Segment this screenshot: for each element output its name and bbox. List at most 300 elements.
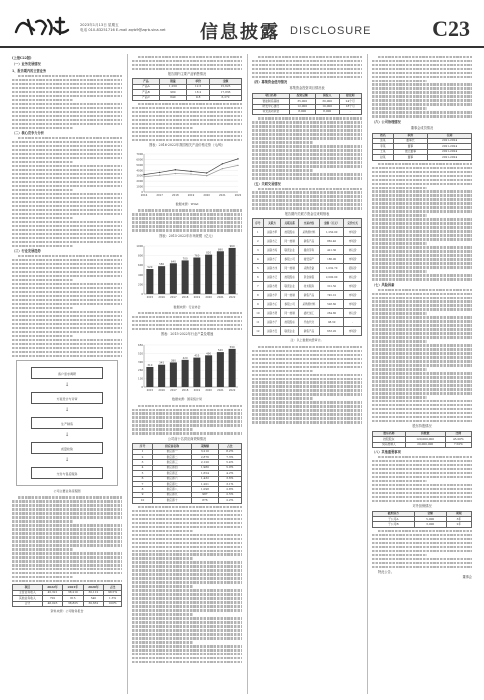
body-text	[372, 56, 472, 118]
table-cell: 产品B	[133, 90, 160, 95]
text-line	[12, 259, 122, 261]
table-cell: 98.30	[319, 318, 343, 327]
text-line	[12, 169, 122, 171]
tick-label: 2017	[156, 193, 163, 197]
table-cell: 市场价	[344, 228, 362, 237]
text-line	[372, 488, 472, 490]
text-line	[372, 254, 472, 256]
tick-label: 540	[217, 348, 223, 352]
text-line	[372, 376, 472, 378]
table-cell: 8	[253, 291, 264, 300]
table-cell: 6	[253, 273, 264, 282]
text-line	[18, 496, 122, 498]
table-cell: 35,000	[289, 99, 315, 104]
text-line	[12, 185, 122, 187]
table-cell: 协议价	[344, 246, 362, 255]
table-header: 关联方	[263, 219, 281, 228]
text-line	[132, 127, 193, 129]
text-line	[372, 107, 427, 109]
column-divider	[247, 54, 248, 694]
flow-step: 客户需求调研	[31, 367, 103, 379]
table-cell: 1,098	[192, 487, 218, 492]
table-cell: 关联方甲	[263, 228, 281, 237]
text-line	[372, 266, 472, 268]
table-cell: 关联方庚	[263, 282, 281, 291]
text-line	[372, 190, 472, 192]
text-line	[372, 492, 472, 494]
text-line	[12, 107, 122, 109]
table-body	[373, 437, 472, 448]
text-line	[252, 125, 362, 127]
bar	[182, 261, 189, 295]
table-title: 募集资金投资项目情况表	[289, 86, 325, 91]
text-line	[372, 464, 472, 466]
text-line	[12, 576, 73, 578]
text-line	[132, 320, 242, 322]
data-point	[206, 172, 207, 173]
text-line	[252, 72, 362, 74]
text-line	[132, 641, 193, 643]
table-cell: 同一控制	[281, 309, 299, 318]
data-point	[159, 174, 160, 175]
tick-label: 2021	[217, 388, 224, 392]
tick-label: 2020	[203, 193, 210, 197]
text-line	[12, 508, 122, 510]
table-body	[373, 517, 472, 528]
text-line	[372, 566, 472, 568]
arrow-down-icon: ↓	[64, 456, 70, 463]
text-line	[132, 613, 193, 615]
text-line	[132, 534, 242, 536]
text-line	[12, 127, 73, 129]
text-line	[12, 209, 122, 211]
text-line	[132, 569, 242, 571]
body-text	[12, 255, 122, 357]
text-line	[372, 60, 472, 62]
table-cell: 17,836	[210, 90, 242, 95]
tick-label: 400	[138, 273, 143, 277]
text-line	[252, 385, 362, 387]
table-cell: 30,112	[83, 590, 103, 595]
product-sales-table	[132, 78, 242, 101]
text-line	[12, 177, 122, 179]
text-line	[12, 221, 122, 223]
body-text	[132, 312, 242, 330]
text-line	[252, 157, 362, 159]
text-line	[132, 561, 242, 563]
data-point	[237, 158, 238, 159]
text-line	[12, 327, 122, 329]
tick-label: 2022	[228, 296, 236, 300]
text-line	[372, 372, 472, 374]
text-line	[132, 115, 242, 117]
arrow-down-icon: ↓	[64, 406, 70, 413]
table-cell: 补充流动资金	[253, 109, 290, 114]
text-line	[372, 356, 472, 358]
table-cell: 供应商八	[152, 487, 191, 492]
text-line	[258, 56, 362, 58]
text-line	[132, 424, 242, 426]
tick-label: 580	[159, 263, 165, 267]
chart-title: 图表：2016-2022年我国相关产品价格走势（元/吨）	[149, 143, 225, 148]
tick-label: 2016	[140, 193, 148, 197]
text-line	[12, 141, 122, 143]
text-line	[372, 238, 472, 240]
text-line	[378, 289, 472, 291]
bar	[182, 360, 189, 387]
tick-label: 2017	[170, 388, 177, 392]
text-line	[12, 197, 122, 199]
bar	[170, 362, 177, 387]
table-cell: 供应商五	[152, 471, 191, 476]
text-line	[378, 456, 472, 458]
tick-label: 2021	[219, 193, 226, 197]
text-line	[12, 229, 122, 231]
table-cell: 120,000,000	[405, 437, 445, 442]
table-cell: 联营企业	[281, 246, 299, 255]
text-line	[12, 560, 122, 562]
text-line	[252, 60, 362, 62]
text-line	[12, 95, 122, 97]
table-cell: 3	[253, 246, 264, 255]
text-line	[132, 420, 242, 422]
table-row	[253, 300, 362, 309]
text-line	[252, 173, 362, 175]
column-2	[132, 54, 242, 694]
text-line	[252, 191, 362, 193]
table-cell: 张某	[373, 138, 394, 143]
column-1	[12, 54, 122, 694]
text-line	[12, 157, 122, 159]
text-line	[372, 270, 427, 272]
table-header: 交易内容	[298, 219, 319, 228]
body-text	[132, 209, 242, 231]
text-line	[12, 189, 73, 191]
text-line	[252, 417, 362, 419]
data-point	[143, 174, 144, 175]
closing-text: 特此公告。	[378, 569, 394, 574]
table-row	[253, 327, 362, 336]
text-line	[372, 76, 472, 78]
bar	[193, 357, 200, 386]
bar	[158, 364, 165, 386]
tick-label: 2018	[181, 296, 189, 300]
table-cell: 关联方戊	[263, 264, 281, 273]
text-line	[372, 476, 472, 478]
text-line	[12, 83, 122, 85]
related-party-table	[252, 218, 362, 336]
tick-label: 960	[229, 245, 235, 249]
table-cell: 12.5	[187, 84, 210, 89]
text-line	[12, 161, 73, 163]
chart-caption: 数据来源：国家统计局	[171, 397, 202, 402]
table-header: 拟投入	[315, 93, 339, 98]
text-line	[372, 534, 472, 536]
table-cell: 4	[253, 255, 264, 264]
table-cell: 控股股东	[281, 228, 299, 237]
table-header: 定价方式	[344, 219, 362, 228]
text-line	[12, 87, 122, 89]
table-cell: -	[344, 318, 362, 327]
table-note: 资料来源：公司财务报告	[50, 609, 84, 614]
text-line	[372, 246, 472, 248]
table-cell: 1.5%	[104, 596, 122, 601]
text-line	[138, 56, 242, 58]
text-line	[372, 218, 472, 220]
text-line	[132, 585, 193, 587]
body-text	[372, 163, 472, 281]
table-cell: 6,272	[210, 95, 242, 100]
table-cell: 12	[253, 327, 264, 336]
table-title: 对外担保情况	[412, 504, 432, 509]
text-line	[372, 562, 472, 564]
table-row	[253, 291, 362, 300]
text-line	[138, 312, 242, 314]
revenue-table	[12, 584, 122, 607]
text-line	[12, 205, 122, 207]
table-cell: 2,120	[192, 460, 218, 465]
text-line	[372, 297, 472, 299]
table-cell: 702	[42, 596, 62, 601]
table-body	[13, 590, 122, 606]
tick-label: 2017	[170, 296, 177, 300]
text-line	[372, 500, 472, 502]
text-line	[12, 213, 122, 215]
text-line	[252, 370, 313, 372]
text-line	[12, 201, 122, 203]
text-line	[372, 472, 472, 474]
table-cell: 技术服务	[298, 282, 319, 291]
text-line	[132, 538, 242, 540]
tick-label: 260	[138, 368, 143, 372]
tick-label: 600	[138, 264, 143, 268]
section-heading: （八）其他重要事项	[372, 450, 401, 455]
text-line	[372, 392, 472, 394]
text-line	[12, 512, 122, 514]
table-cell: 资金拆借	[298, 273, 319, 282]
table-cell: 关联方癸	[263, 309, 281, 318]
table-note: 注：以上数据未经审计。	[290, 338, 324, 343]
text-line	[12, 351, 122, 353]
text-line	[372, 542, 472, 544]
tick-label: 7000	[136, 152, 143, 156]
text-line	[372, 206, 472, 208]
text-line	[252, 177, 362, 179]
text-line	[12, 119, 122, 121]
text-line	[12, 79, 122, 81]
table-cell: 智能制造基地	[253, 99, 290, 104]
table-cell: 2021-2024	[428, 138, 472, 143]
text-line	[18, 75, 122, 77]
text-line	[252, 358, 362, 360]
text-line	[372, 175, 472, 177]
table-body	[253, 99, 362, 115]
text-line	[372, 420, 472, 422]
table-cell: 24个月	[339, 99, 362, 104]
text-line	[132, 324, 242, 326]
table-cell: 98.5%	[104, 590, 122, 595]
text-line	[252, 145, 362, 147]
text-line	[12, 520, 73, 522]
section-heading: （五）关联交易情况	[252, 181, 281, 186]
data-point	[222, 163, 223, 164]
table-cell: 5	[253, 264, 264, 273]
table-cell: 8.2%	[218, 449, 241, 454]
text-line	[372, 396, 427, 398]
table-title: 股东持股情况	[412, 424, 432, 429]
text-line	[372, 324, 472, 326]
text-line	[372, 103, 472, 105]
table-cell: 关联方丙	[263, 246, 281, 255]
body-text	[252, 188, 362, 210]
text-line	[132, 123, 242, 125]
text-line	[132, 139, 242, 141]
table-header: 占比	[218, 444, 241, 449]
tick-label: 2015	[146, 388, 154, 392]
table-cell: 2年	[446, 522, 471, 527]
table-cell: 产品A	[133, 84, 160, 89]
table-cell: 18个月	[339, 104, 362, 109]
table-cell: 2.8%	[218, 487, 241, 492]
text-line	[252, 203, 362, 205]
table-row	[253, 318, 362, 327]
text-line	[372, 72, 472, 74]
text-line	[132, 135, 242, 137]
text-line	[252, 409, 362, 411]
text-line	[372, 83, 472, 85]
text-line	[252, 141, 313, 143]
text-line	[372, 68, 472, 70]
table-cell: 2021-2024	[428, 149, 472, 154]
text-line	[252, 374, 362, 376]
board-table	[372, 133, 472, 161]
text-line	[138, 209, 242, 211]
text-line	[258, 346, 362, 348]
tick-label: 0	[141, 190, 143, 194]
text-line	[12, 153, 122, 155]
table-cell: 10	[253, 309, 264, 318]
text-line	[12, 263, 122, 265]
text-line	[132, 225, 242, 227]
table-cell: 1,654	[192, 471, 218, 476]
text-line	[372, 416, 472, 418]
table-cell: 供应商三	[152, 460, 191, 465]
section-heading: 1、报告期内的主营业务	[12, 68, 47, 73]
table-cell: 供应商二	[152, 455, 191, 460]
text-line	[132, 557, 193, 559]
section-heading: （六）公司治理情况	[372, 119, 401, 124]
table-cell: 2,000.00	[319, 273, 343, 282]
text-line	[12, 528, 122, 530]
signature: 董事会	[462, 575, 472, 580]
table-cell: 供应商四	[152, 465, 191, 470]
table-cell: 赵某	[373, 155, 394, 160]
table-cell: 联营企业	[281, 327, 299, 336]
tick-label: 420	[182, 356, 188, 360]
text-line	[12, 303, 122, 305]
table-cell: 264.80	[319, 309, 343, 318]
text-line	[252, 153, 362, 155]
text-line	[132, 416, 242, 418]
table-cell: 9	[133, 492, 153, 497]
table-cell: 312.50	[319, 282, 343, 291]
section-title: 信息披露	[200, 22, 280, 43]
text-line	[12, 524, 122, 526]
text-line	[372, 171, 472, 173]
tick-label: 345	[159, 361, 165, 365]
table-cell: 参股公司	[281, 300, 299, 309]
text-line	[12, 193, 122, 195]
text-line	[372, 352, 472, 354]
newspaper-logo	[14, 16, 70, 38]
table-header: 期限	[446, 511, 471, 516]
table-cell: 联营企业	[281, 282, 299, 291]
text-line	[132, 649, 242, 651]
tick-label: 2016	[158, 388, 165, 392]
table-cell: 30,652	[83, 601, 103, 606]
tick-label: 1000	[136, 245, 143, 249]
table-cell: 7.3%	[218, 455, 241, 460]
market-size-bar-chart	[132, 240, 242, 302]
text-line	[132, 637, 242, 639]
text-line	[372, 226, 472, 228]
table-cell: 9	[253, 300, 264, 309]
table-cell: 2021-2024	[428, 155, 472, 160]
text-line	[372, 404, 472, 406]
table-cell: 供应商一	[152, 449, 191, 454]
text-line	[378, 163, 472, 165]
body-text	[252, 56, 362, 78]
text-line	[12, 217, 73, 219]
text-line	[132, 510, 242, 512]
table-cell: 产品C	[133, 95, 160, 100]
text-line	[132, 581, 242, 583]
table-row	[253, 282, 362, 291]
text-line	[12, 347, 122, 349]
table-header: 任期	[428, 133, 472, 138]
table-cell: 2	[133, 455, 153, 460]
tick-label: 700	[182, 257, 188, 261]
text-line	[372, 222, 472, 224]
table-cell: 7.50%	[445, 442, 471, 447]
text-line	[372, 550, 472, 552]
table-body	[253, 228, 362, 336]
text-line	[372, 348, 472, 350]
text-line	[132, 64, 242, 66]
text-line	[132, 518, 242, 520]
text-line	[252, 76, 362, 78]
data-point	[222, 168, 223, 169]
tick-label: 2019	[187, 193, 195, 197]
text-line	[132, 60, 242, 62]
text-line	[132, 597, 242, 599]
table-cell: 2,876	[192, 455, 218, 460]
table-cell: 委托加工	[298, 309, 319, 318]
text-line	[12, 500, 122, 502]
table-header: 金额	[210, 79, 242, 84]
text-line	[132, 428, 193, 430]
text-line	[372, 320, 472, 322]
table-cell: 子公司B	[373, 522, 415, 527]
text-line	[12, 245, 73, 247]
shareholder-table	[372, 431, 472, 448]
table-cell: 186.00	[319, 255, 343, 264]
tick-label: 3000	[136, 174, 143, 178]
table-cell: 销售产品	[298, 327, 319, 336]
text-line	[12, 295, 122, 297]
text-line	[132, 589, 242, 591]
tick-label: 490	[206, 352, 212, 356]
